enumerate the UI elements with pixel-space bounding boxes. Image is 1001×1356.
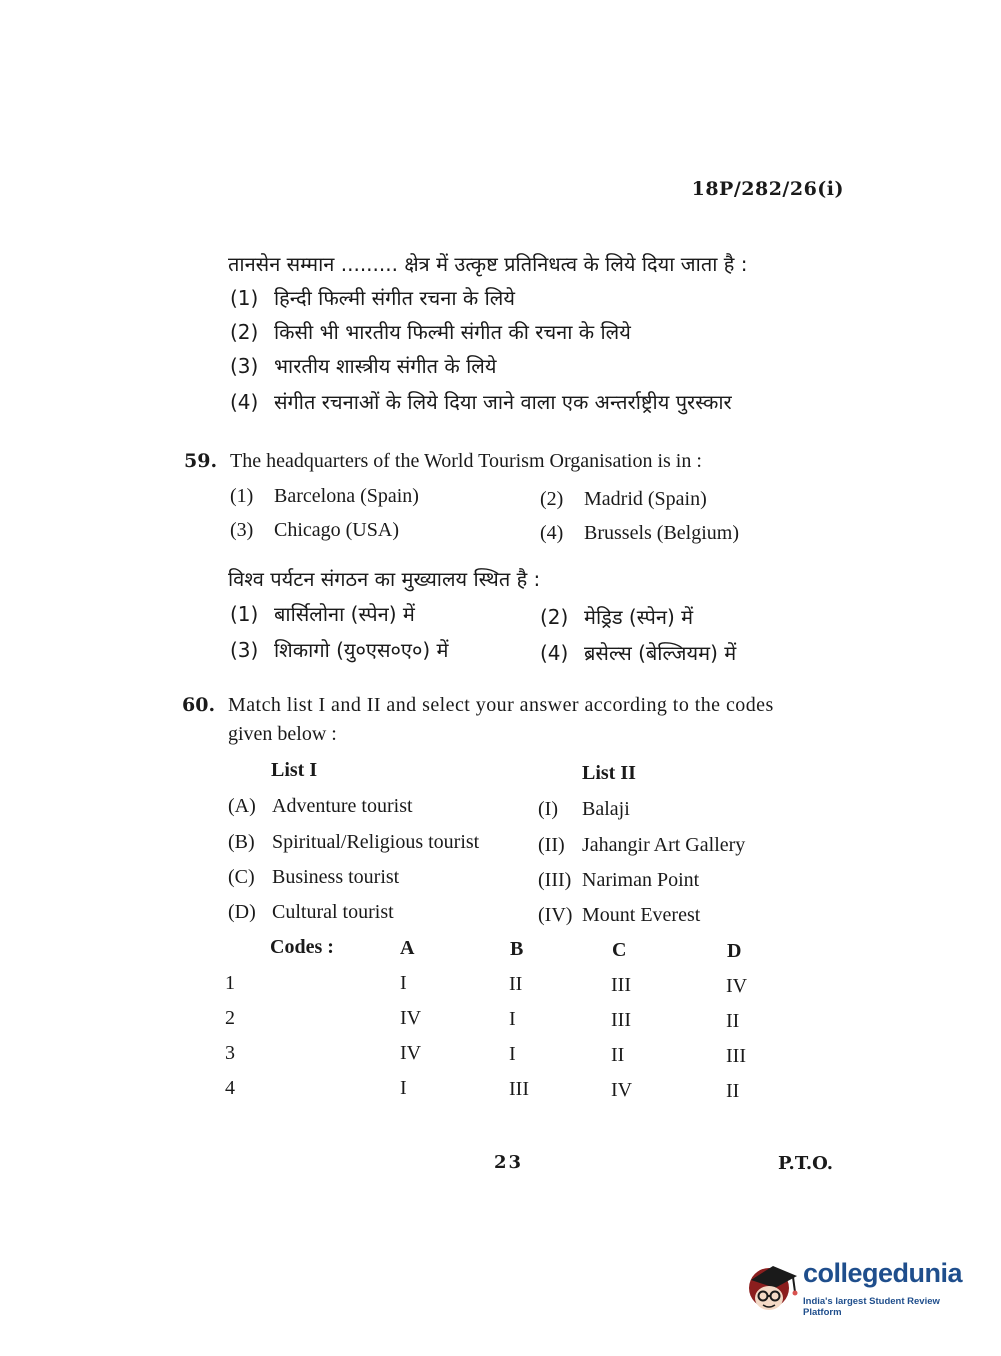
code-row-3-c: II [611, 1044, 625, 1066]
q60-stem-line-2: given below : [228, 723, 337, 745]
code-row-2-a: IV [400, 1007, 422, 1029]
collegedunia-watermark [745, 1252, 975, 1322]
q59-hindi-stem: विश्व पर्यटन संगठन का मुख्यालय स्थित है : [228, 567, 541, 591]
q58-hindi-option-4: (4) संगीत रचनाओं के लिये दिया जाने वाला एक अन्तर्राष्ट्रीय पुरस्कार [230, 390, 732, 414]
paper-code: 18P/282/26(i) [691, 178, 844, 200]
list-1-heading: List I [271, 759, 318, 781]
codes-label: Codes : [270, 936, 334, 958]
code-row-2-num: 2 [225, 1007, 235, 1029]
code-row-3-a: IV [400, 1042, 422, 1064]
code-row-1-num: 1 [225, 972, 235, 994]
code-row-1-b: II [509, 973, 523, 995]
list-2-item-i: (I) Balaji [538, 798, 630, 820]
q58-hindi-option-2: (2) किसी भी भारतीय फिल्मी संगीत की रचना के लिये [230, 320, 631, 344]
q59-hindi-option-2: (2) मेड्रिड (स्पेन) में [540, 605, 694, 629]
code-row-4-a: I [400, 1077, 407, 1099]
list-1-item-a: (A) Adventure tourist [228, 795, 413, 817]
codes-header-b: B [510, 938, 524, 960]
list-2-item-iii: (III) Nariman Point [538, 869, 700, 891]
q59-option-1: (1) Barcelona (Spain) [230, 485, 419, 507]
list-2-item-iv: (IV) Mount Everest [538, 904, 701, 926]
list-1-item-b: (B) Spiritual/Religious tourist [228, 831, 480, 853]
q59-hindi-option-1: (1) बार्सिलोना (स्पेन) में [230, 602, 415, 626]
q59-option-4: (4) Brussels (Belgium) [540, 522, 739, 544]
collegedunia-tagline: India's largest Student Review Platform [803, 1296, 940, 1318]
q58-hindi-stem: तानसेन सम्मान ......... क्षेत्र में उत्कृष्ट प्रतिनिधत्व के लिये दिया जाता है : [228, 252, 748, 276]
code-row-2-c: III [611, 1009, 631, 1031]
list-2-heading: List II [582, 762, 636, 784]
codes-header-c: C [612, 939, 627, 961]
pto-label: P.T.O. [778, 1153, 834, 1174]
code-row-1-a: I [400, 972, 407, 994]
list-2-item-ii: (II) Jahangir Art Gallery [538, 834, 746, 856]
code-row-2-b: I [509, 1008, 516, 1030]
q59-option-3: (3) Chicago (USA) [230, 519, 399, 541]
q58-hindi-option-1: (1) हिन्दी फिल्मी संगीत रचना के लिये [230, 286, 515, 310]
code-row-3-d: III [726, 1045, 746, 1067]
q59-stem: The headquarters of the World Tourism Organisation is in : [230, 450, 702, 472]
codes-header-a: A [400, 937, 415, 959]
q59-number: 59. [184, 450, 218, 472]
q58-hindi-option-3: (3) भारतीय शास्त्रीय संगीत के लिये [230, 354, 497, 378]
q60-stem-line-1: Match list I and II and select your answer according to the codes [228, 694, 774, 716]
code-row-1-c: III [611, 974, 631, 996]
q59-hindi-option-3: (3) शिकागो (यु०एस०ए०) में [230, 638, 449, 662]
code-row-3-num: 3 [225, 1042, 235, 1064]
code-row-1-d: IV [726, 975, 748, 997]
code-row-4-d: II [726, 1080, 740, 1102]
q59-hindi-option-4: (4) ब्रसेल्स (बेल्जियम) में [540, 641, 737, 665]
q59-option-2: (2) Madrid (Spain) [540, 488, 707, 510]
list-1-item-c: (C) Business tourist [228, 866, 400, 888]
code-row-4-num: 4 [225, 1077, 235, 1099]
codes-header-d: D [727, 940, 742, 962]
q60-number: 60. [182, 694, 216, 716]
page-number: 23 [494, 1152, 524, 1173]
list-1-item-d: (D) Cultural tourist [228, 901, 394, 923]
code-row-3-b: I [509, 1043, 516, 1065]
collegedunia-brand: collegedunia [803, 1258, 963, 1288]
code-row-4-c: IV [611, 1079, 633, 1101]
code-row-4-b: III [509, 1078, 529, 1100]
code-row-2-d: II [726, 1010, 740, 1032]
collegedunia-mascot-icon [745, 1252, 801, 1318]
